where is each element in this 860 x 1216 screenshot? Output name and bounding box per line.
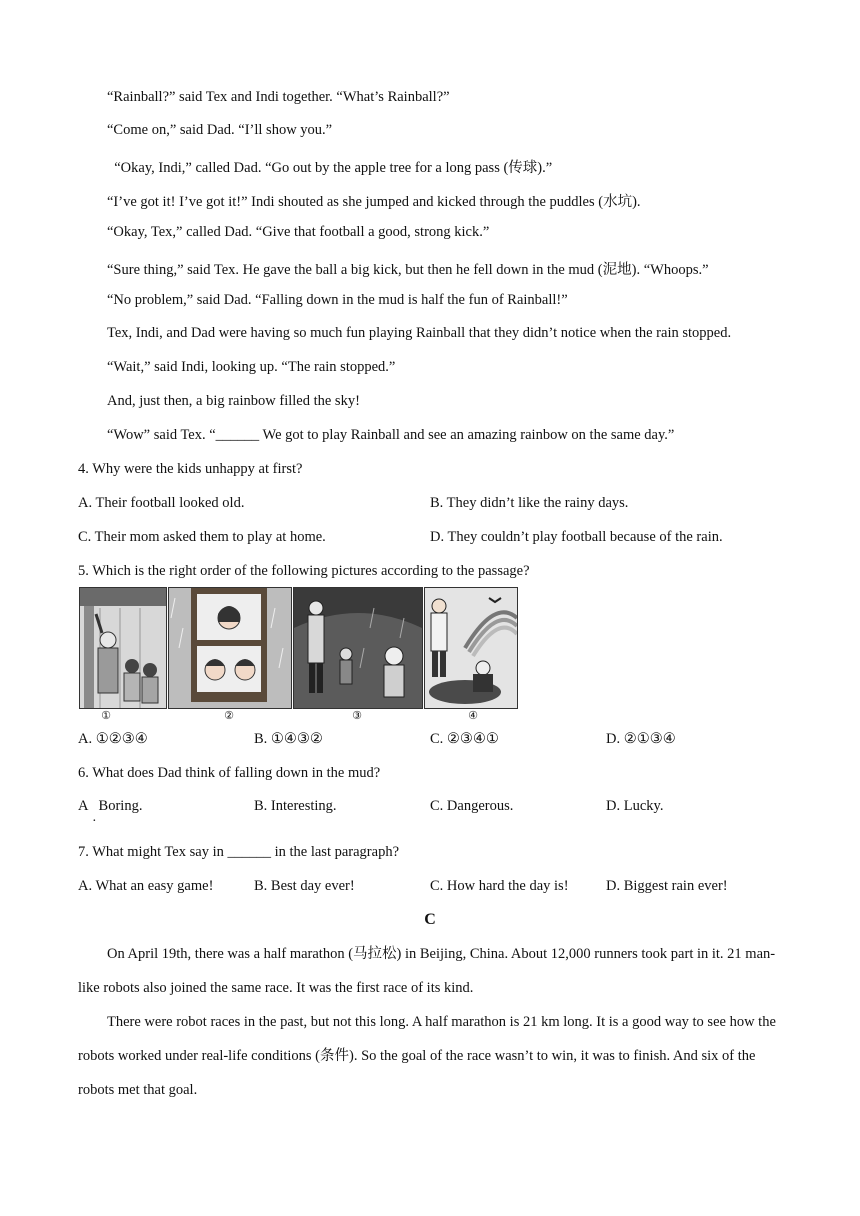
q6-option-a-dot: ·: [92, 814, 97, 829]
picture-number-4: ④: [468, 710, 478, 722]
q5-option-c: C. ②③④①: [430, 731, 499, 747]
q4-option-c: C. Their mom asked them to play at home.: [78, 529, 326, 545]
picture-3-image: [293, 587, 423, 709]
q7-option-a: A. What an easy game!: [78, 878, 214, 894]
q7-option-c: C. How hard the day is!: [430, 878, 569, 894]
q6-option-b: B. Interesting.: [254, 798, 337, 814]
story-line: “Sure thing,” said Tex. He gave the ball a big kick, but then he fell down in the mud (泥地). “Whoops.”: [107, 262, 709, 278]
picture-4-image: [424, 587, 518, 709]
q5-option-b: B. ①④③②: [254, 731, 323, 747]
q6-option-c: C. Dangerous.: [430, 798, 514, 814]
q5-option-a: A. ①②③④: [78, 731, 148, 747]
story-line: “No problem,” said Dad. “Falling down in the mud is half the fun of Rainball!”: [107, 292, 568, 308]
q6-option-a: A Boring.: [78, 798, 143, 814]
question-5: 5. Which is the right order of the following pictures according to the passage?: [78, 563, 530, 579]
section-c-heading: C: [424, 911, 436, 928]
story-line: “Rainball?” said Tex and Indi together. “What’s Rainball?”: [107, 89, 450, 105]
story-line: “Wait,” said Indi, looking up. “The rain stopped.”: [107, 359, 396, 375]
story-line: “Okay, Tex,” called Dad. “Give that football a good, strong kick.”: [107, 224, 490, 240]
story-line: “Okay, Indi,” called Dad. “Go out by the apple tree for a long pass (传球).”: [107, 160, 553, 176]
q7-option-d: D. Biggest rain ever!: [606, 878, 728, 894]
question-6: 6. What does Dad think of falling down in the mud?: [78, 765, 381, 781]
question-7: 7. What might Tex say in ______ in the last paragraph?: [78, 844, 400, 860]
q4-option-a: A. Their football looked old.: [78, 495, 245, 511]
picture-2-image: [168, 587, 292, 709]
q7-option-b: B. Best day ever!: [254, 878, 355, 894]
picture-1-image: [79, 587, 167, 709]
q6-option-d: D. Lucky.: [606, 798, 664, 814]
question-4: 4. Why were the kids unhappy at first?: [78, 461, 303, 477]
story-line: “I’ve got it! I’ve got it!” Indi shouted as she jumped and kicked through the puddles (水坑).: [107, 194, 641, 210]
story-line: And, just then, a big rainbow filled the sky!: [107, 393, 360, 409]
section-c-paragraph-2: There were robot races in the past, but not this long. A half marathon is 21 km long. It is a good way to see how the robots worked under real-life conditions (条件). So the goal of the race wasn’t to win, it was to finish. And six of the robots met that goal.: [78, 1014, 776, 1098]
story-line: “Wow” said Tex. “______ We got to play Rainball and see an amazing rainbow on the same day.”: [107, 427, 675, 443]
q4-option-d: D. They couldn’t play football because of the rain.: [430, 529, 723, 545]
picture-number-1: ①: [101, 710, 111, 722]
q4-option-b: B. They didn’t like the rainy days.: [430, 495, 629, 511]
story-line: “Come on,” said Dad. “I’ll show you.”: [107, 122, 333, 138]
picture-number-2: ②: [224, 710, 234, 722]
story-line: Tex, Indi, and Dad were having so much fun playing Rainball that they didn’t notice when the rain stopped.: [107, 325, 732, 341]
picture-number-3: ③: [352, 710, 362, 722]
section-c-paragraph-1: On April 19th, there was a half marathon (马拉松) in Beijing, China. About 12,000 runners took part in it. 21 man-like robots also joined the same race. It was the first race of its kind.: [78, 946, 776, 996]
q5-option-d: D. ②①③④: [606, 731, 676, 747]
